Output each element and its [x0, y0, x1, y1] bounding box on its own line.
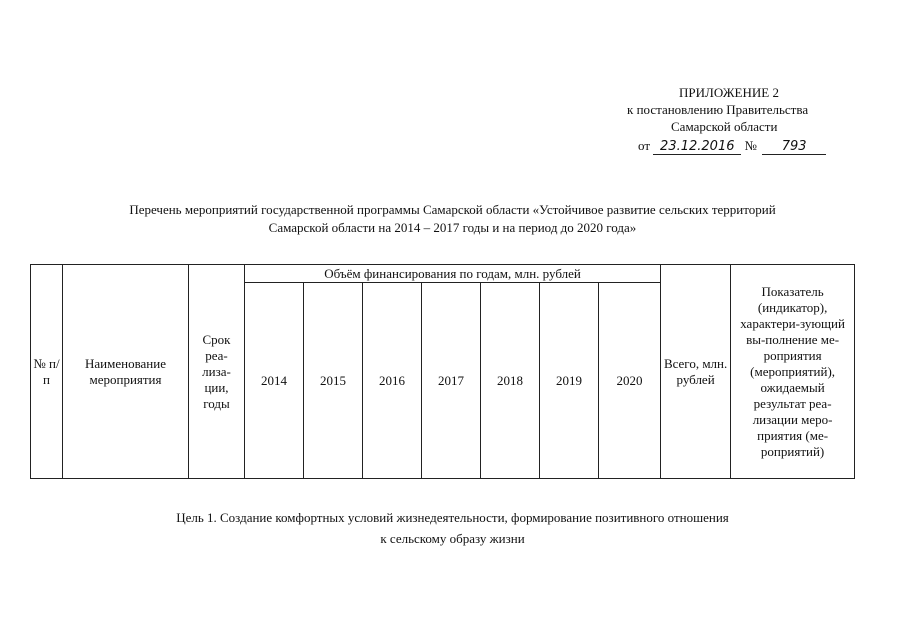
- goal-heading: [0, 507, 905, 549]
- handwritten-date: 23.12.2016: [653, 139, 741, 155]
- appendix-decree-line: к постановлению Правительства: [627, 102, 809, 117]
- document-title-line-1: Перечень мероприятий государственной программы Самарской области «Устойчивое развитие сельских территорий: [129, 202, 776, 217]
- goal-line-1: Цель 1. Создание комфортных условий жизнедеятельности, формирование позитивного отношения: [176, 510, 729, 525]
- date-prefix: от: [638, 138, 651, 153]
- handwritten-number: 793: [762, 139, 826, 155]
- header-indicator: Показатель (индикатор), характери-зующий вы-полнение ме-роприятия (мероприятий), ожидаемый результат реа-лизации меро-приятия (ме-роприятий): [731, 265, 855, 479]
- header-year: 2019: [540, 283, 599, 479]
- header-year: 2016: [363, 283, 422, 479]
- header-year: 2018: [481, 283, 540, 479]
- header-year: 2014: [245, 283, 304, 479]
- header-year: 2020: [599, 283, 661, 479]
- goal-line-2: к сельскому образу жизни: [380, 531, 525, 546]
- document-title-line-2: Самарской области на 2014 – 2017 годы и на период до 2020 года»: [268, 220, 637, 235]
- number-label: №: [744, 138, 757, 153]
- header-name: Наименование мероприятия: [63, 265, 189, 479]
- measures-table: [30, 264, 855, 479]
- header-year: 2015: [304, 283, 363, 479]
- document-title: [0, 201, 905, 237]
- header-term: Срок реа-лиза-ции, годы: [189, 265, 245, 479]
- header-total: Всего, млн. рублей: [661, 265, 731, 479]
- appendix-title: ПРИЛОЖЕНИЕ 2: [679, 85, 779, 100]
- header-number: № п/п: [31, 265, 63, 479]
- header-year: 2017: [422, 283, 481, 479]
- appendix-date-row: [638, 137, 826, 155]
- appendix-region-line: Самарской области: [671, 119, 778, 134]
- header-financing: Объём финансирования по годам, млн. рублей: [245, 265, 661, 283]
